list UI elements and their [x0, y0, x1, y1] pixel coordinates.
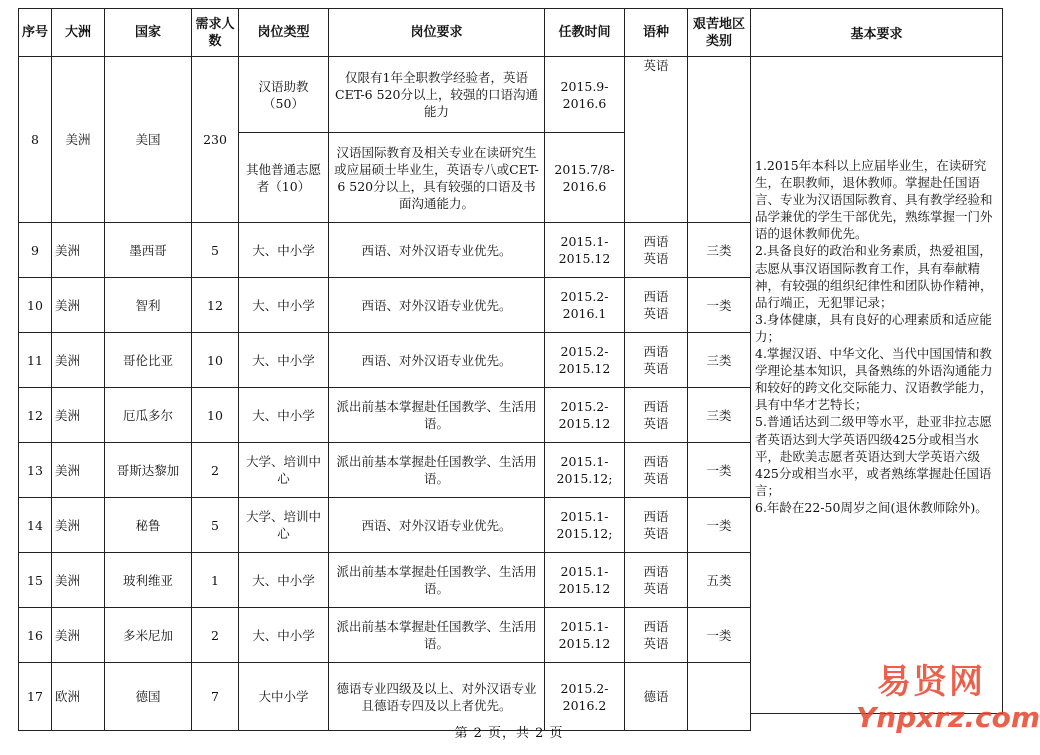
header-language: 语种	[625, 9, 688, 57]
cell-term: 2015.1-2015.12	[545, 223, 625, 278]
cell-post-req: 西语、对外汉语专业优先。	[329, 498, 545, 553]
header-post-req: 岗位要求	[329, 9, 545, 57]
basic-requirement-item: 6.年龄在22-50周岁之间(退休教师除外)。	[755, 499, 988, 515]
header-country: 国家	[105, 9, 192, 57]
cell-country: 哥斯达黎加	[105, 443, 192, 498]
cell-language: 西语 英语	[625, 223, 688, 278]
cell-term: 2015.2-2015.12	[545, 333, 625, 388]
watermark-en: Ynpxrz.com	[856, 701, 1040, 734]
cell-hardship: 三类	[688, 388, 751, 443]
cell-hardship: 三类	[688, 333, 751, 388]
cell-post-req: 西语、对外汉语专业优先。	[329, 223, 545, 278]
cell-post-req: 派出前基本掌握赴任国教学、生活用语。	[329, 388, 545, 443]
cell-post-req: 派出前基本掌握赴任国教学、生活用语。	[329, 553, 545, 608]
cell-post-type: 大学、培训中心	[239, 443, 329, 498]
cell-hardship	[688, 57, 751, 223]
cell-seq: 15	[19, 553, 52, 608]
cell-count: 230	[192, 57, 239, 223]
cell-hardship: 一类	[688, 608, 751, 663]
cell-country: 哥伦比亚	[105, 333, 192, 388]
cell-count: 2	[192, 608, 239, 663]
table-row	[19, 443, 751, 498]
cell-post-type: 大、中小学	[239, 608, 329, 663]
cell-post-req: 西语、对外汉语专业优先。	[329, 333, 545, 388]
table-row	[19, 223, 751, 278]
table-row	[19, 333, 751, 388]
cell-language: 英语	[625, 57, 688, 223]
header-term: 任教时间	[545, 9, 625, 57]
cell-count: 7	[192, 663, 239, 731]
cell-hardship	[688, 663, 751, 731]
cell-continent: 美洲	[52, 498, 105, 553]
header-post-type: 岗位类型	[239, 9, 329, 57]
cell-seq: 16	[19, 608, 52, 663]
basic-requirement-item: 5.普通话达到二级甲等水平，赴亚非拉志愿者英语达到大学英语四级425分或相当水平，赴欧美志愿者英语达到大学英语六级425分或相当水平，或者熟练掌握赴任国语言；	[755, 414, 992, 498]
cell-continent: 美洲	[52, 333, 105, 388]
cell-post-type: 大、中小学	[239, 278, 329, 333]
cell-count: 1	[192, 553, 239, 608]
table-row	[19, 663, 751, 731]
cell-post-req: 仅限有1年全职教学经验者，英语CET-6 520分以上，较强的口语沟通能力	[329, 57, 545, 133]
cell-term: 2015.7/8-2016.6	[545, 133, 625, 223]
header-basic: 基本要求	[751, 9, 1002, 57]
cell-seq: 12	[19, 388, 52, 443]
cell-country: 玻利维亚	[105, 553, 192, 608]
cell-count: 5	[192, 223, 239, 278]
cell-post-req: 西语、对外汉语专业优先。	[329, 278, 545, 333]
cell-language: 德语	[625, 663, 688, 731]
cell-post-type: 大、中小学	[239, 388, 329, 443]
cell-post-req: 德语专业四级及以上、对外汉语专业且德语专四及以上者优先。	[329, 663, 545, 731]
basic-requirement-item: 1.2015年本科以上应届毕业生，在读研究生，在职教师，退休教师。掌握赴任国语言、专业为汉语国际教育、具有教学经验和品学兼优的学生干部优先，熟练掌握一门外语的退休教师优先。	[755, 158, 993, 242]
cell-continent: 美洲	[52, 57, 105, 223]
recruitment-table	[18, 8, 751, 731]
table-row	[19, 553, 751, 608]
cell-language: 西语 英语	[625, 553, 688, 608]
cell-continent: 美洲	[52, 388, 105, 443]
cell-term: 2015.1-2015.12;	[545, 498, 625, 553]
cell-term: 2015.2-2016.1	[545, 278, 625, 333]
cell-term: 2015.2-2016.2	[545, 663, 625, 731]
cell-post-req: 派出前基本掌握赴任国教学、生活用语。	[329, 443, 545, 498]
table-row	[19, 388, 751, 443]
cell-post-type: 其他普通志愿者（10）	[239, 133, 329, 223]
basic-requirement-item: 4.掌握汉语、中华文化、当代中国国情和教学理论基本知识，具备熟练的外语沟通能力和较好的跨文化交际能力、汉语教学能力，具有中华才艺特长；	[755, 346, 993, 413]
cell-count: 2	[192, 443, 239, 498]
cell-continent: 美洲	[52, 608, 105, 663]
cell-continent: 美洲	[52, 553, 105, 608]
cell-post-req: 汉语国际教育及相关专业在读研究生或应届硕士毕业生，英语专八或CET-6 520分以上，具有较强的口语及书面沟通能力。	[329, 133, 545, 223]
cell-term: 2015.9-2016.6	[545, 57, 625, 133]
cell-language: 西语 英语	[625, 333, 688, 388]
cell-seq: 9	[19, 223, 52, 278]
cell-post-type: 大学、培训中心	[239, 498, 329, 553]
cell-count: 12	[192, 278, 239, 333]
cell-post-type: 大中小学	[239, 663, 329, 731]
cell-country: 美国	[105, 57, 192, 223]
cell-language: 西语 英语	[625, 608, 688, 663]
cell-seq: 14	[19, 498, 52, 553]
basic-requirement-item: 3.身体健康，具有良好的心理素质和适应能力；	[755, 311, 992, 344]
cell-count: 5	[192, 498, 239, 553]
cell-term: 2015.1-2015.12	[545, 608, 625, 663]
cell-country: 厄瓜多尔	[105, 388, 192, 443]
table-row	[19, 608, 751, 663]
table-row	[19, 498, 751, 553]
cell-seq: 13	[19, 443, 52, 498]
cell-continent: 美洲	[52, 443, 105, 498]
table-row	[19, 278, 751, 333]
header-seq: 序号	[19, 9, 52, 57]
cell-country: 多米尼加	[105, 608, 192, 663]
cell-hardship: 五类	[688, 553, 751, 608]
cell-seq: 17	[19, 663, 52, 731]
cell-seq: 10	[19, 278, 52, 333]
cell-language: 西语 英语	[625, 388, 688, 443]
basic-requirements-text	[755, 157, 1001, 516]
cell-hardship: 一类	[688, 278, 751, 333]
cell-continent: 美洲	[52, 278, 105, 333]
cell-post-type: 大、中小学	[239, 333, 329, 388]
cell-term: 2015.1-2015.12;	[545, 443, 625, 498]
cell-post-type: 大、中小学	[239, 223, 329, 278]
cell-count: 10	[192, 388, 239, 443]
page-footer: 第 2 页，共 2 页	[454, 726, 564, 741]
cell-post-type: 汉语助教（50）	[239, 57, 329, 133]
header-count: 需求人数	[192, 9, 239, 57]
cell-language: 西语 英语	[625, 498, 688, 553]
header-hardship: 艰苦地区类别	[688, 9, 751, 57]
watermark-logo	[856, 661, 1040, 747]
cell-post-req: 派出前基本掌握赴任国教学、生活用语。	[329, 608, 545, 663]
watermark-cn: 易贤网	[877, 662, 985, 702]
cell-hardship: 三类	[688, 223, 751, 278]
cell-post-type: 大、中小学	[239, 553, 329, 608]
cell-country: 秘鲁	[105, 498, 192, 553]
cell-language: 西语 英语	[625, 443, 688, 498]
cell-continent: 美洲	[52, 223, 105, 278]
cell-continent: 欧洲	[52, 663, 105, 731]
cell-country: 智利	[105, 278, 192, 333]
cell-hardship: 一类	[688, 443, 751, 498]
basic-requirements-panel	[750, 8, 1003, 714]
header-row	[19, 9, 751, 57]
header-continent: 大洲	[52, 9, 105, 57]
cell-seq: 11	[19, 333, 52, 388]
cell-language: 西语 英语	[625, 278, 688, 333]
cell-hardship: 一类	[688, 498, 751, 553]
basic-requirement-item: 2.具备良好的政治和业务素质，热爱祖国，志愿从事汉语国际教育工作，具有奉献精神，有较强的组织纪律性和团队协作精神，品行端正，无犯罪记录；	[755, 243, 993, 310]
cell-count: 10	[192, 333, 239, 388]
cell-term: 2015.1-2015.12	[545, 553, 625, 608]
cell-country: 墨西哥	[105, 223, 192, 278]
cell-country: 德国	[105, 663, 192, 731]
cell-term: 2015.2-2015.12	[545, 388, 625, 443]
table-row	[19, 57, 751, 133]
cell-seq: 8	[19, 57, 52, 223]
